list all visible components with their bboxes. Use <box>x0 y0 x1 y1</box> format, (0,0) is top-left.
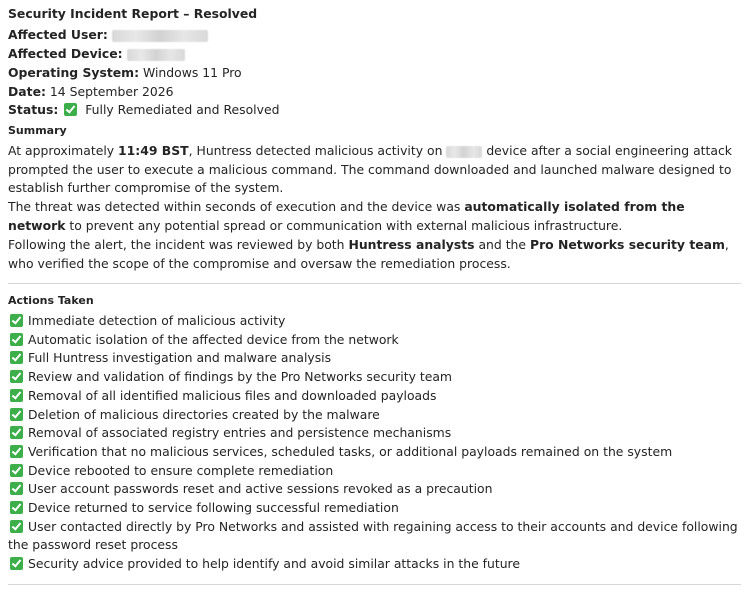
date-value: 14 September 2026 <box>49 84 174 99</box>
summary-p1-text-a: At approximately <box>8 143 119 158</box>
summary-paragraph-3 <box>8 236 741 273</box>
checkmark-box-icon <box>10 408 23 421</box>
bottom-divider <box>8 584 741 585</box>
date-row <box>8 83 174 101</box>
action-item-text: Review and validation of findings by the Pro Networks security team <box>28 369 452 385</box>
summary-paragraph-1 <box>8 142 741 198</box>
action-item-text: Removal of all identified malicious files and downloaded payloads <box>28 387 437 403</box>
actions-heading: Actions Taken <box>8 294 94 307</box>
section-divider <box>8 283 741 284</box>
action-item-text: Device returned to service following successful remediation <box>28 500 399 516</box>
action-item <box>8 518 741 555</box>
summary-p3-text-a: Following the alert, the incident was reviewed by both <box>8 237 349 252</box>
operating-system-row <box>8 64 242 82</box>
action-item <box>8 443 741 462</box>
checkmark-box-icon <box>10 482 23 495</box>
summary-p2-text-a: The threat was detected within seconds of execution and the device was <box>8 199 465 214</box>
checkmark-box-icon <box>10 426 23 439</box>
os-value: Windows 11 Pro <box>142 65 242 80</box>
action-item-text: Verification that no malicious services, scheduled tasks, or additional payloads remained on the system <box>28 443 673 459</box>
redacted-device-ref <box>446 146 482 158</box>
action-item-text: User contacted directly by Pro Networks and assisted with regaining access to their accounts and device following the password reset process <box>8 518 738 553</box>
checkmark-box-icon <box>10 333 23 346</box>
summary-p1-time: 11:49 BST <box>118 143 189 158</box>
summary-paragraph-2 <box>8 198 741 235</box>
summary-heading: Summary <box>8 124 67 137</box>
action-item <box>8 387 741 406</box>
redacted-device-name <box>127 49 185 61</box>
action-item <box>8 499 741 518</box>
action-item-text: Security advice provided to help identify and avoid similar attacks in the future <box>28 556 521 572</box>
checkmark-box-icon <box>10 351 23 364</box>
affected-device-label: Affected Device: <box>8 46 123 61</box>
action-item <box>8 368 741 387</box>
checkmark-box-icon <box>10 557 23 570</box>
checkmark-box-icon <box>10 464 23 477</box>
summary-p1-text-b: , Huntress detected malicious activity on <box>188 143 447 158</box>
action-item-text: Deletion of malicious directories created by the malware <box>28 406 380 422</box>
checkmark-box-icon <box>10 389 23 402</box>
summary-p3-bold-2: Pro Networks security team <box>529 237 725 252</box>
action-item <box>8 555 741 574</box>
checkmark-box-icon <box>10 520 23 533</box>
action-item-text: User account passwords reset and active sessions revoked as a precaution <box>28 481 493 497</box>
checkmark-box-icon <box>10 445 23 458</box>
action-item <box>8 462 741 481</box>
action-item-text: Device rebooted to ensure complete remediation <box>28 462 334 478</box>
summary-p2-bold: automatically isolated from the network <box>8 199 685 233</box>
actions-list <box>8 312 741 574</box>
date-label: Date: <box>8 84 46 99</box>
checkmark-box-icon <box>10 370 23 383</box>
summary-p3-bold-1: Huntress analysts <box>348 237 475 252</box>
action-item <box>8 480 741 499</box>
checkmark-box-icon <box>10 314 23 327</box>
checkmark-box-icon <box>10 501 23 514</box>
status-label: Status: <box>8 102 59 117</box>
redacted-user-name <box>112 30 208 42</box>
action-item <box>8 424 741 443</box>
summary-p3-text-b: and the <box>474 237 530 252</box>
action-item <box>8 312 741 331</box>
affected-user-label: Affected User: <box>8 27 108 42</box>
status-row <box>8 101 279 119</box>
action-item-text: Full Huntress investigation and malware analysis <box>28 350 332 366</box>
report-title: Security Incident Report – Resolved <box>8 6 258 21</box>
action-item <box>8 349 741 368</box>
affected-device-row <box>8 45 185 63</box>
summary-p3-text-c: , who verified the scope of the compromise and oversaw the remediation process. <box>8 237 729 271</box>
os-label: Operating System: <box>8 65 140 80</box>
action-item-text: Automatic isolation of the affected device from the network <box>28 331 399 347</box>
action-item-text: Immediate detection of malicious activity <box>28 313 286 328</box>
summary-p2-text-b: to prevent any potential spread or communication with external malicious infrastructure. <box>65 217 623 233</box>
action-item <box>8 331 741 350</box>
status-value: Fully Remediated and Resolved <box>85 102 280 117</box>
checkmark-box-icon <box>64 103 77 116</box>
action-item-text: Removal of associated registry entries and persistence mechanisms <box>28 425 452 441</box>
action-item <box>8 406 741 425</box>
affected-user-row <box>8 26 208 44</box>
summary-p1-text-c: device after a social engineering attack prompted the user to execute a malicious command. The command downloaded and launched malware designed to establish further compromise of the system. <box>8 143 732 196</box>
